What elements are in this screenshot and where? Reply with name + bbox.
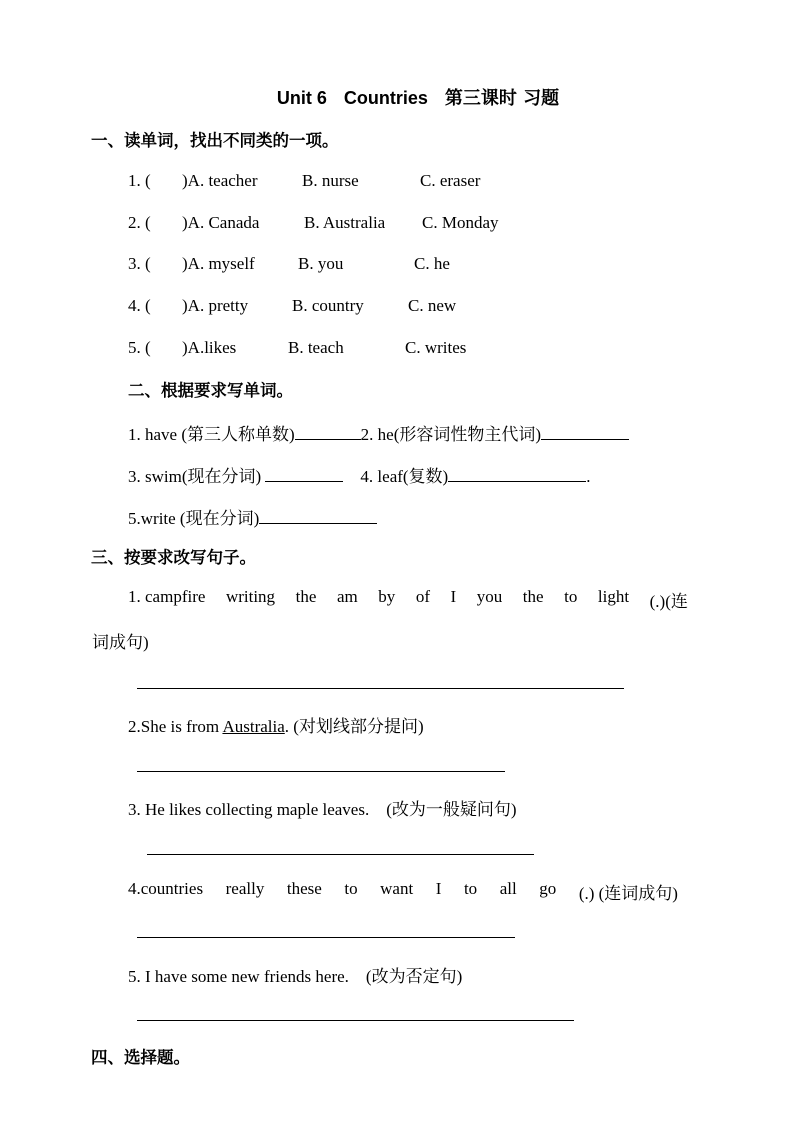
s3-q1-word: I bbox=[450, 587, 457, 606]
s3-q3-sentence: 3. He likes collecting maple leaves. bbox=[128, 800, 370, 819]
s1-q3-option-b: B. you bbox=[298, 254, 344, 273]
s1-q2-num: 2. ( bbox=[128, 213, 151, 232]
s3-q1-words bbox=[128, 587, 688, 612]
s1-q1-option-a: )A. teacher bbox=[182, 171, 258, 190]
s1-q3-num: 3. ( bbox=[128, 254, 151, 273]
s2-q3-blank[interactable] bbox=[265, 465, 343, 482]
s3-q1-word: am bbox=[336, 587, 358, 606]
s2-row-3 bbox=[128, 504, 377, 529]
s3-q4-word: to bbox=[344, 879, 358, 898]
section-1-heading: 一、读单词，找出不同类的一项。 bbox=[91, 131, 339, 150]
s1-q5-option-a: )A.likes bbox=[182, 338, 237, 357]
s2-q2: 2. he(形容词性物主代词) bbox=[360, 425, 542, 444]
s2-q5: 5.write (现在分词) bbox=[128, 509, 260, 528]
s3-q2-underlined-word: Australia bbox=[222, 717, 285, 736]
s3-q4-word: all bbox=[499, 879, 517, 898]
section-3-heading: 三、按要求改写句子。 bbox=[91, 548, 256, 567]
s1-q4-num: 4. ( bbox=[128, 296, 151, 315]
s3-q4-word: go bbox=[539, 879, 557, 898]
s3-q3-note: (改为一般疑问句) bbox=[386, 800, 517, 819]
s2-row-1 bbox=[128, 420, 629, 445]
s2-row-2 bbox=[128, 462, 590, 487]
s3-q4-words bbox=[128, 879, 678, 904]
s3-q1-word: 1. campfire bbox=[128, 587, 206, 606]
s1-q5-option-b: B. teach bbox=[288, 338, 344, 357]
s3-q1-word: to bbox=[564, 587, 578, 606]
s3-q4-word: (.) (连词成句) bbox=[578, 884, 678, 903]
s3-q4-word: to bbox=[463, 879, 478, 898]
s3-q1-word: the bbox=[522, 587, 544, 606]
section-4-heading: 四、选择题。 bbox=[91, 1048, 190, 1067]
s3-q4-word: these bbox=[286, 879, 322, 898]
s2-q4-blank[interactable] bbox=[448, 465, 586, 482]
section-2-heading: 二、根据要求写单词。 bbox=[128, 381, 293, 400]
s3-q5-sentence: 5. I have some new friends here. bbox=[128, 967, 349, 986]
s2-q4: 4. leaf(复数) bbox=[360, 467, 449, 486]
s3-q1-word: (.)(连 bbox=[649, 592, 688, 611]
s1-q2-option-a: )A. Canada bbox=[182, 213, 260, 232]
s3-q4-word: really bbox=[225, 879, 265, 898]
s3-q3 bbox=[128, 795, 517, 820]
s1-q4-option-c: C. new bbox=[408, 296, 457, 315]
title-name: Countries bbox=[343, 88, 428, 108]
s3-q5-answer-line[interactable] bbox=[137, 1020, 574, 1021]
s2-q5-blank[interactable] bbox=[259, 507, 377, 524]
s3-q2-answer-line[interactable] bbox=[137, 771, 505, 772]
s3-q5 bbox=[128, 962, 462, 987]
s1-q3-option-c: C. he bbox=[414, 254, 450, 273]
title-unit: Unit 6 bbox=[276, 88, 327, 108]
s2-q1-blank[interactable] bbox=[295, 423, 361, 440]
page-title bbox=[0, 84, 794, 110]
s3-q1-word: writing bbox=[225, 587, 276, 606]
s2-q3: 3. swim(现在分词) bbox=[128, 467, 262, 486]
s1-q1-num: 1. ( bbox=[128, 171, 151, 190]
s3-q4-answer-line[interactable] bbox=[137, 937, 515, 938]
s1-q2-option-b: B. Australia bbox=[304, 213, 386, 232]
s1-q5-num: 5. ( bbox=[128, 338, 151, 357]
s1-q3-option-a: )A. myself bbox=[182, 254, 255, 273]
s1-q2-option-c: C. Monday bbox=[422, 213, 499, 232]
s3-q3-answer-line[interactable] bbox=[147, 854, 534, 855]
s3-q1-word: of bbox=[415, 587, 430, 606]
s3-q1-continuation: 词成句) bbox=[92, 633, 149, 652]
s1-q1-option-c: C. eraser bbox=[420, 171, 481, 190]
s2-q2-blank[interactable] bbox=[541, 423, 629, 440]
s1-q1-option-b: B. nurse bbox=[302, 171, 359, 190]
s3-q1-word: you bbox=[476, 587, 503, 606]
s1-q5-option-c: C. writes bbox=[405, 338, 467, 357]
s3-q1-word: by bbox=[378, 587, 396, 606]
s3-q4-word: want bbox=[380, 879, 414, 898]
s1-q4-option-b: B. country bbox=[292, 296, 364, 315]
s2-q1: 1. have (第三人称单数) bbox=[128, 425, 295, 444]
s3-q2-post: . (对划线部分提问) bbox=[284, 717, 424, 736]
s3-q1-word: the bbox=[295, 587, 317, 606]
s3-q4-word: 4.countries bbox=[128, 879, 204, 898]
s3-q2 bbox=[128, 712, 424, 737]
s3-q4-word: I bbox=[435, 879, 442, 898]
s3-q1-answer-line[interactable] bbox=[137, 688, 624, 689]
s3-q5-note: (改为否定句) bbox=[365, 967, 463, 986]
s3-q1-word: light bbox=[597, 587, 630, 606]
s1-q4-option-a: )A. pretty bbox=[182, 296, 249, 315]
s2-q4-end: . bbox=[586, 467, 591, 486]
s3-q2-pre: 2.She is from bbox=[128, 717, 223, 736]
title-sub: 第三课时 习题 bbox=[444, 88, 560, 109]
